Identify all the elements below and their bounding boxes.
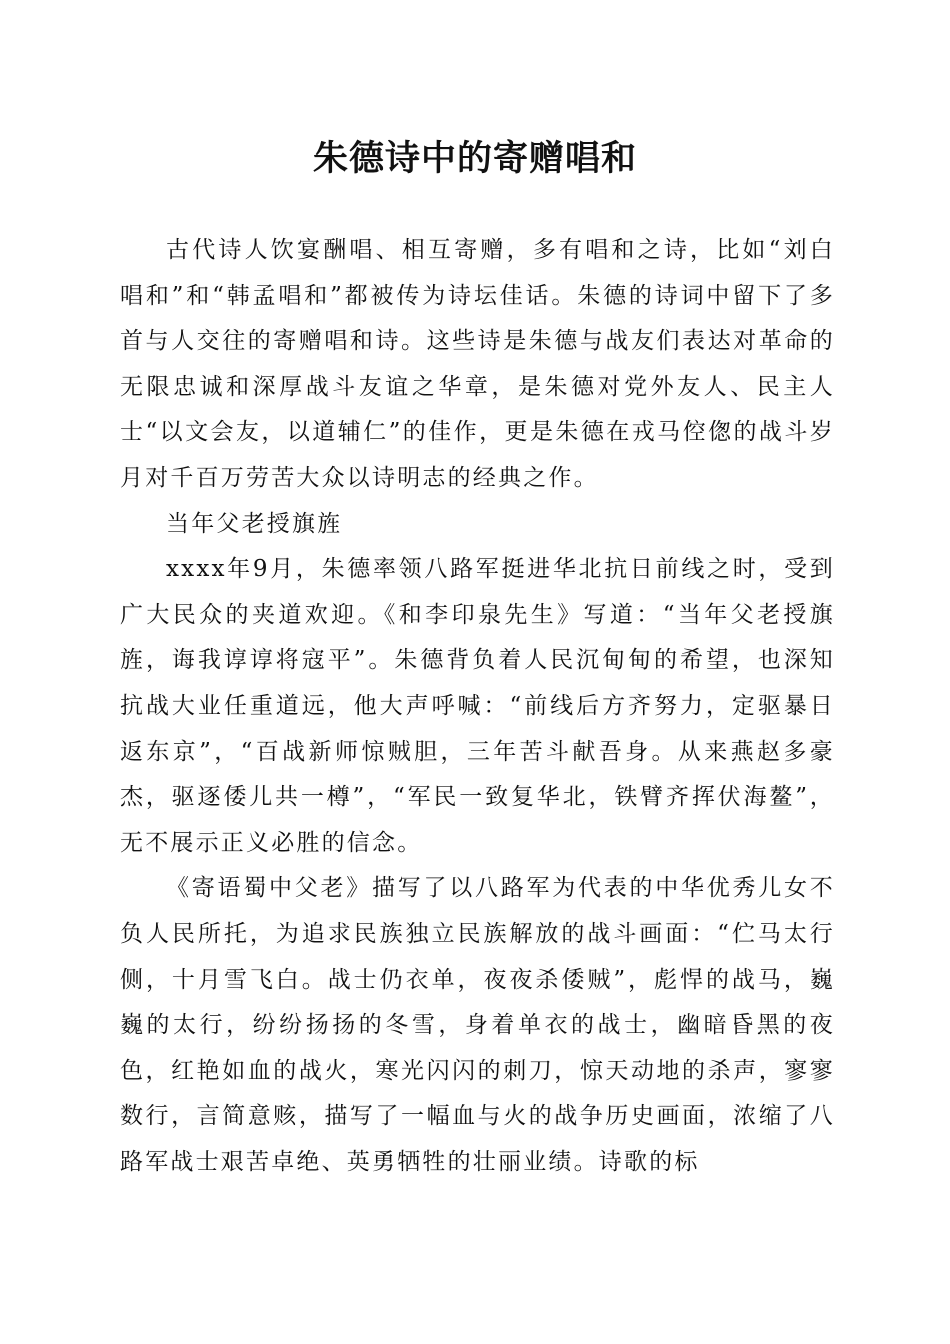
paragraph-history: xxxx年9月，朱德率领八路军挺进华北抗日前线之时，受到广大民众的夹道欢迎。《和李印泉先生》写道：“当年父老授旗旌，诲我谆谆将寇平”。朱德背负着人民沉甸甸的希望，也深知抗战大业任重道远，他大声呼喊：“前线后方齐努力，定驱暴日返东京”，“百战新师惊贼胆，三年苦斗献吾身。从来燕赵多豪杰，驱逐倭儿共一樽”，“军民一致复华北，铁臂齐挥伏海鳌”，无不展示正义必胜的信念。 — [120, 556, 835, 856]
paragraph-poem-analysis: 《寄语蜀中父老》描写了以八路军为代表的中华优秀儿女不负人民所托，为追求民族独立民族解放的战斗画面：“伫马太行侧，十月雪飞白。战士仍衣单，夜夜杀倭贼”，彪悍的战马，巍巍的太行，纷纷扬扬的冬雪，身着单衣的战士，幽暗昏黑的夜色，红艳如血的战火，寒光闪闪的刺刀，惊天动地的杀声，寥寥数行，言简意赅，描写了一幅血与火的战争历史画面，浓缩了八路军战士艰苦卓绝、英勇牺牲的壮丽业绩。诗歌的标 — [120, 875, 835, 1175]
section-heading: 当年父老授旗旌 — [166, 510, 343, 537]
paragraph-intro: 古代诗人饮宴酬唱、相互寄赠，多有唱和之诗，比如“刘白唱和”和“韩孟唱和”都被传为诗坛佳话。朱德的诗词中留下了多首与人交往的寄赠唱和诗。这些诗是朱德与战友们表达对革命的无限忠诚和深厚战斗友谊之华章，是朱德对党外友人、民主人士“以文会友，以道辅仁”的佳作，更是朱德在戎马倥偬的战斗岁月对千百万劳苦大众以诗明志的经典之作。 — [120, 237, 835, 491]
document-body — [120, 228, 835, 1185]
document-title: 朱德诗中的寄赠唱和 — [312, 139, 637, 179]
